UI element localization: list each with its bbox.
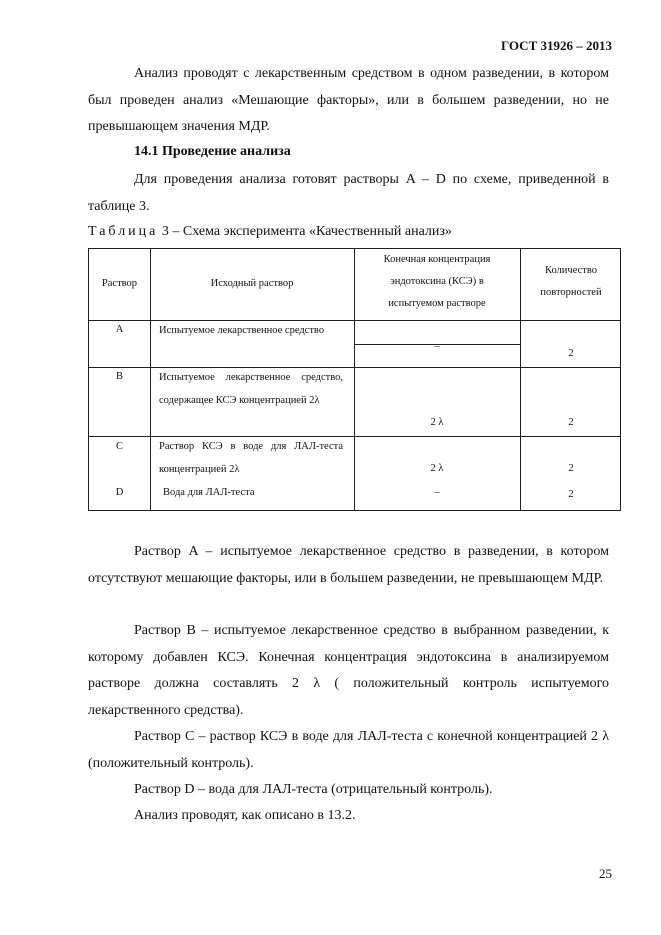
intro-paragraph-text: Анализ проводят с лекарственным средством в одном разведении, в котором был проведен анализ «Мешающие факторы», или в большем разведении, но не превышающем значения МДР.: [88, 66, 609, 134]
table-cell-source-a: Испытуемое лекарственное средство: [159, 325, 325, 336]
section-intro-text: Для проведения анализа готовят растворы A – D по схеме, приведенной в таблице 3.: [88, 172, 609, 214]
table-cell-solution-c: C: [115, 441, 123, 452]
description-solution-c-text: Раствор C – раствор КСЭ в воде для ЛАЛ-теста с конечной концентрацией 2 λ (положительный контроль).: [88, 729, 609, 771]
document-id-header: ГОСТ 31926 – 2013: [500, 38, 612, 53]
table-cell-concentration-c: 2 λ: [430, 463, 444, 474]
table-header-concentration: Конечная концентрация эндотоксина (КСЭ) в испытуемом растворе: [383, 254, 491, 309]
description-solution-a: [88, 539, 609, 592]
table-cell-source-b: Испытуемое лекарственное средство, содержащее КСЭ концентрацией 2λ: [159, 372, 343, 406]
description-solution-a-text: Раствор A – испытуемое лекарственное средство в разведении, в котором отсутствуют мешающие факторы, или в большем разведении, не превышающем МДР.: [88, 544, 609, 586]
experiment-table: [88, 248, 621, 511]
table-caption-word: Таблица: [88, 224, 159, 239]
table-header-repeats: Количество повторностей: [540, 265, 602, 298]
table-cell-repeats-d: 2: [568, 489, 574, 500]
analysis-reference-text: Анализ проводят, как описано в 13.2.: [134, 808, 356, 823]
page-number: 25: [599, 866, 612, 881]
table-header-solution: Раствор: [101, 278, 138, 289]
table-cell-concentration-b: 2 λ: [430, 417, 444, 428]
table-cell-source-c: Раствор КСЭ в воде для ЛАЛ-теста концентрацией 2λ: [159, 441, 343, 475]
table-cell-repeats-b: 2: [568, 417, 574, 428]
description-solution-c: [88, 724, 609, 777]
description-solution-b: [88, 618, 609, 724]
table-cell-repeats-c: 2: [568, 463, 574, 474]
table-cell-repeats-a: 2: [568, 348, 574, 359]
analysis-reference-paragraph: [88, 803, 609, 830]
table-cell-source-d: Вода для ЛАЛ-теста: [163, 487, 255, 498]
table-caption-title: 3 – Схема эксперимента «Качественный анализ»: [161, 224, 452, 239]
table-cell-solution-a: A: [115, 324, 124, 335]
description-solution-d-text: Раствор D – вода для ЛАЛ-теста (отрицательный контроль).: [134, 782, 493, 797]
intro-paragraph: [88, 61, 609, 141]
description-solution-d: [88, 777, 609, 804]
table-cell-solution-b: B: [115, 371, 123, 382]
table-cell-concentration-a: –: [434, 341, 440, 352]
table-caption: [88, 224, 452, 240]
description-solution-b-text: Раствор B – испытуемое лекарственное средство в выбранном разведении, к которому добавлен КСЭ. Конечная концентрация эндотоксина в анализируемом растворе должна составлять 2 λ ( положительный контроль испытуемого лекарственного средства).: [88, 623, 609, 718]
section-heading: 14.1 Проведение анализа: [134, 144, 291, 159]
table-cell-solution-d: D: [115, 487, 124, 498]
table-header-source: Исходный раствор: [210, 278, 294, 289]
section-intro-paragraph: [88, 167, 609, 220]
table-cell-concentration-d: –: [434, 487, 440, 498]
